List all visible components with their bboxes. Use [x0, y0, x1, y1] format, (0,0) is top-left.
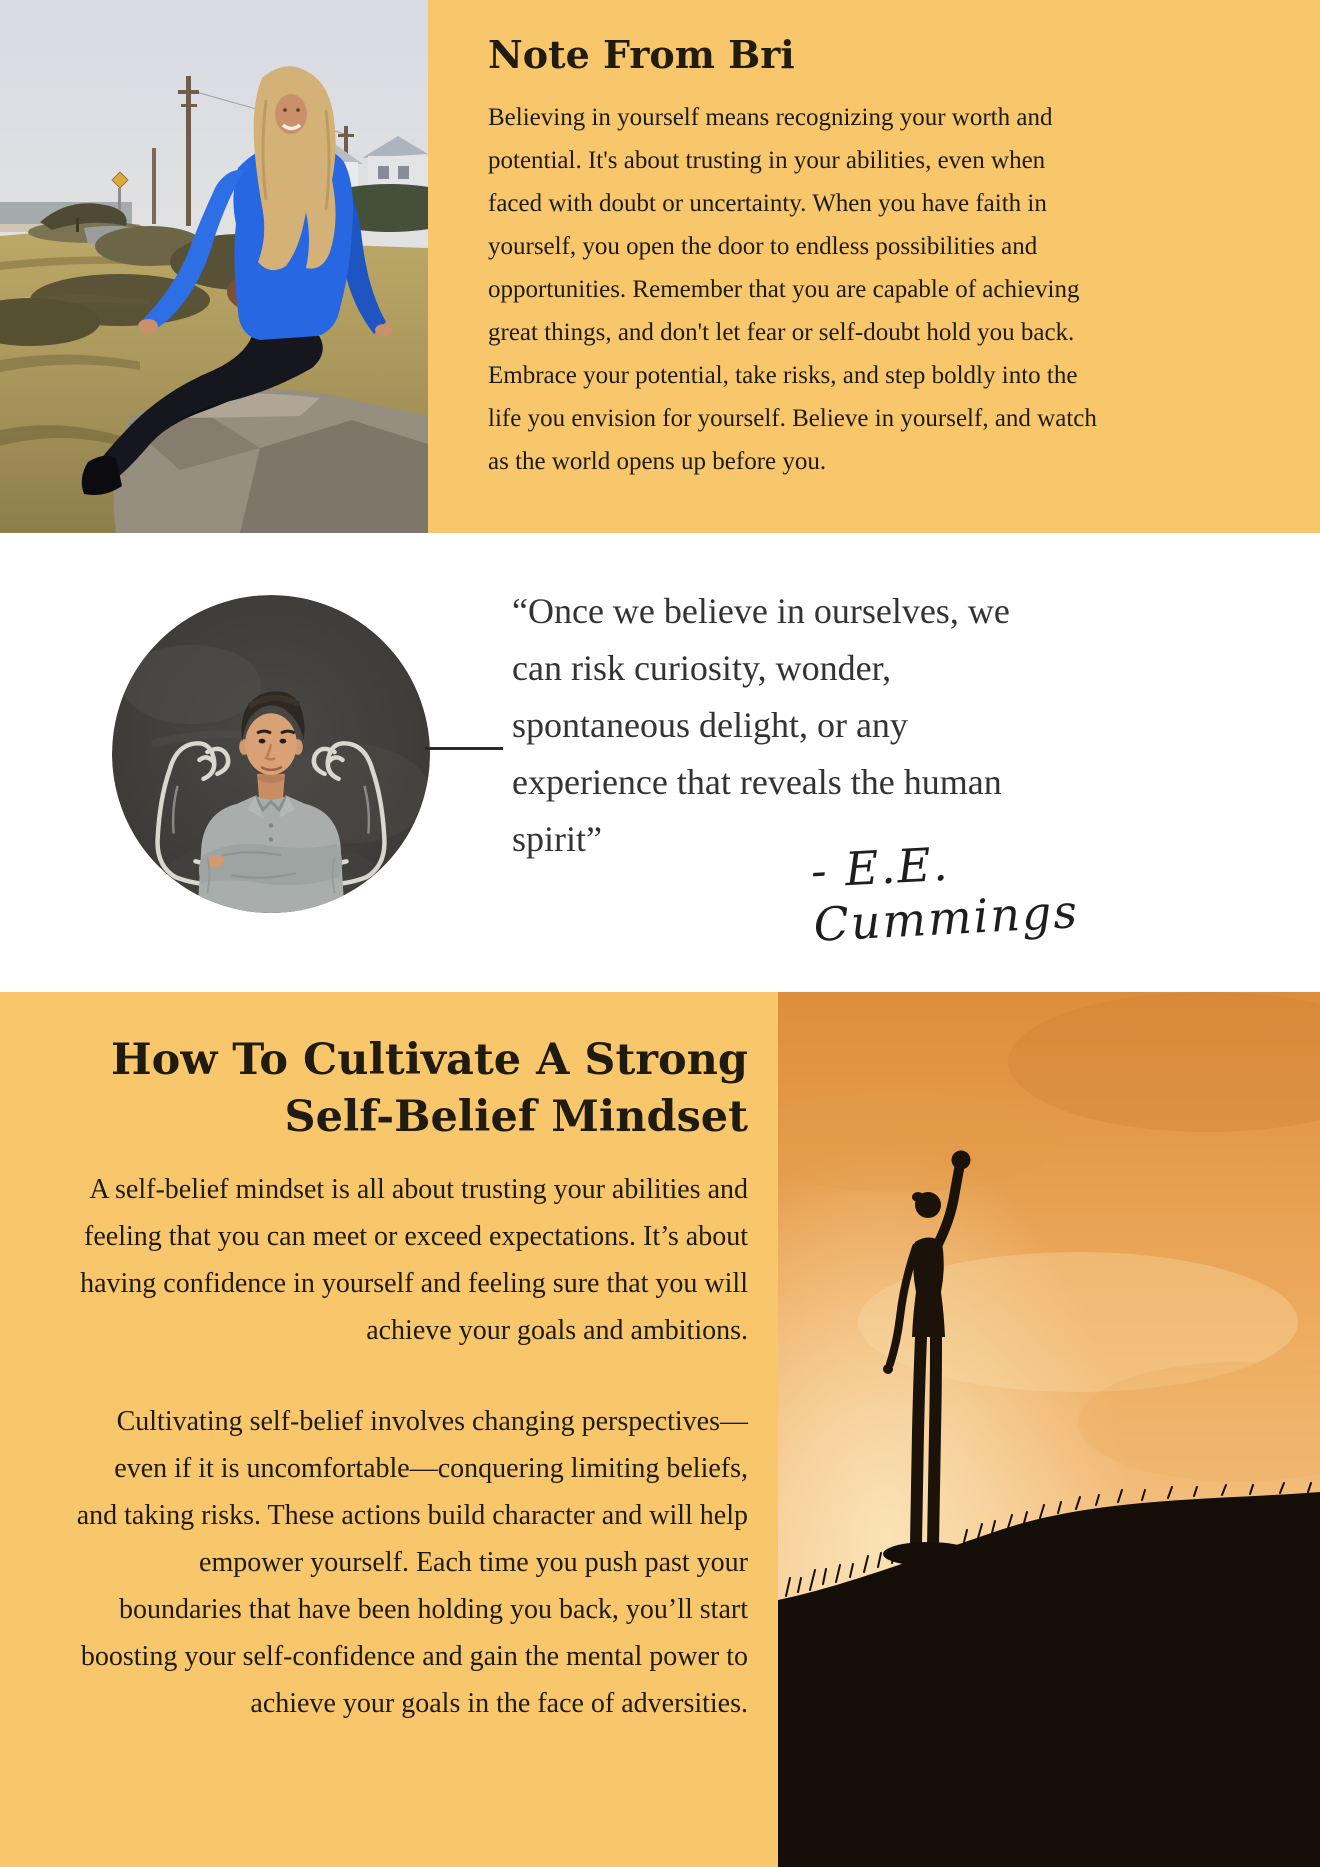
mindset-paragraph-2: Cultivating self-belief involves changing perspectives—even if it is uncomfortable—conquering limiting beliefs, and taking risks. These actions build character and will help empower yourself. Each time you push past your boundaries that have been holding you back, you’ll start boosting your self-confidence and gain the mental power to achieve your goals in the face of adversities. — [76, 1406, 748, 1719]
sunset-illustration — [778, 992, 1320, 1867]
note-title: Note From Bri — [488, 32, 795, 77]
sunset-photo — [778, 992, 1320, 1867]
note-block — [428, 0, 1320, 533]
quote-section — [0, 533, 1320, 992]
note-section — [0, 0, 1320, 533]
connector-line — [425, 747, 503, 750]
quote-text: “Once we believe in ourselves, we can risk curiosity, wonder, spontaneous delight, or any experience that reveals the human spirit” — [512, 591, 1010, 859]
coast-photo — [0, 0, 428, 533]
mindset-paragraph-1: A self-belief mindset is all about trusting your abilities and feeling that you can meet or exceed expectations. It’s about having confidence in yourself and feeling sure that you will achieve your goals and ambitions. — [80, 1174, 748, 1346]
mindset-block — [0, 992, 778, 1867]
mindset-section — [0, 992, 1320, 1867]
coast-photo-illustration — [0, 0, 428, 533]
avatar-illustration — [112, 595, 430, 913]
quote-attribution: - E.E. Cummings — [809, 836, 1081, 952]
mindset-title: How To Cultivate A Strong Self-Belief Mindset — [111, 1035, 748, 1142]
avatar-photo — [112, 595, 430, 913]
note-body: Believing in yourself means recognizing your worth and potential. It's about trusting in your abilities, even when faced with doubt or uncertainty. When you have faith in yourself, you open the door to endless possibilities and opportunities. Remember that you are capable of achieving great things, and don't let fear or self-doubt hold you back. Embrace your potential, take risks, and step boldly into the life you envision for yourself. Believe in yourself, and watch as the world opens up before you. — [488, 104, 1097, 475]
